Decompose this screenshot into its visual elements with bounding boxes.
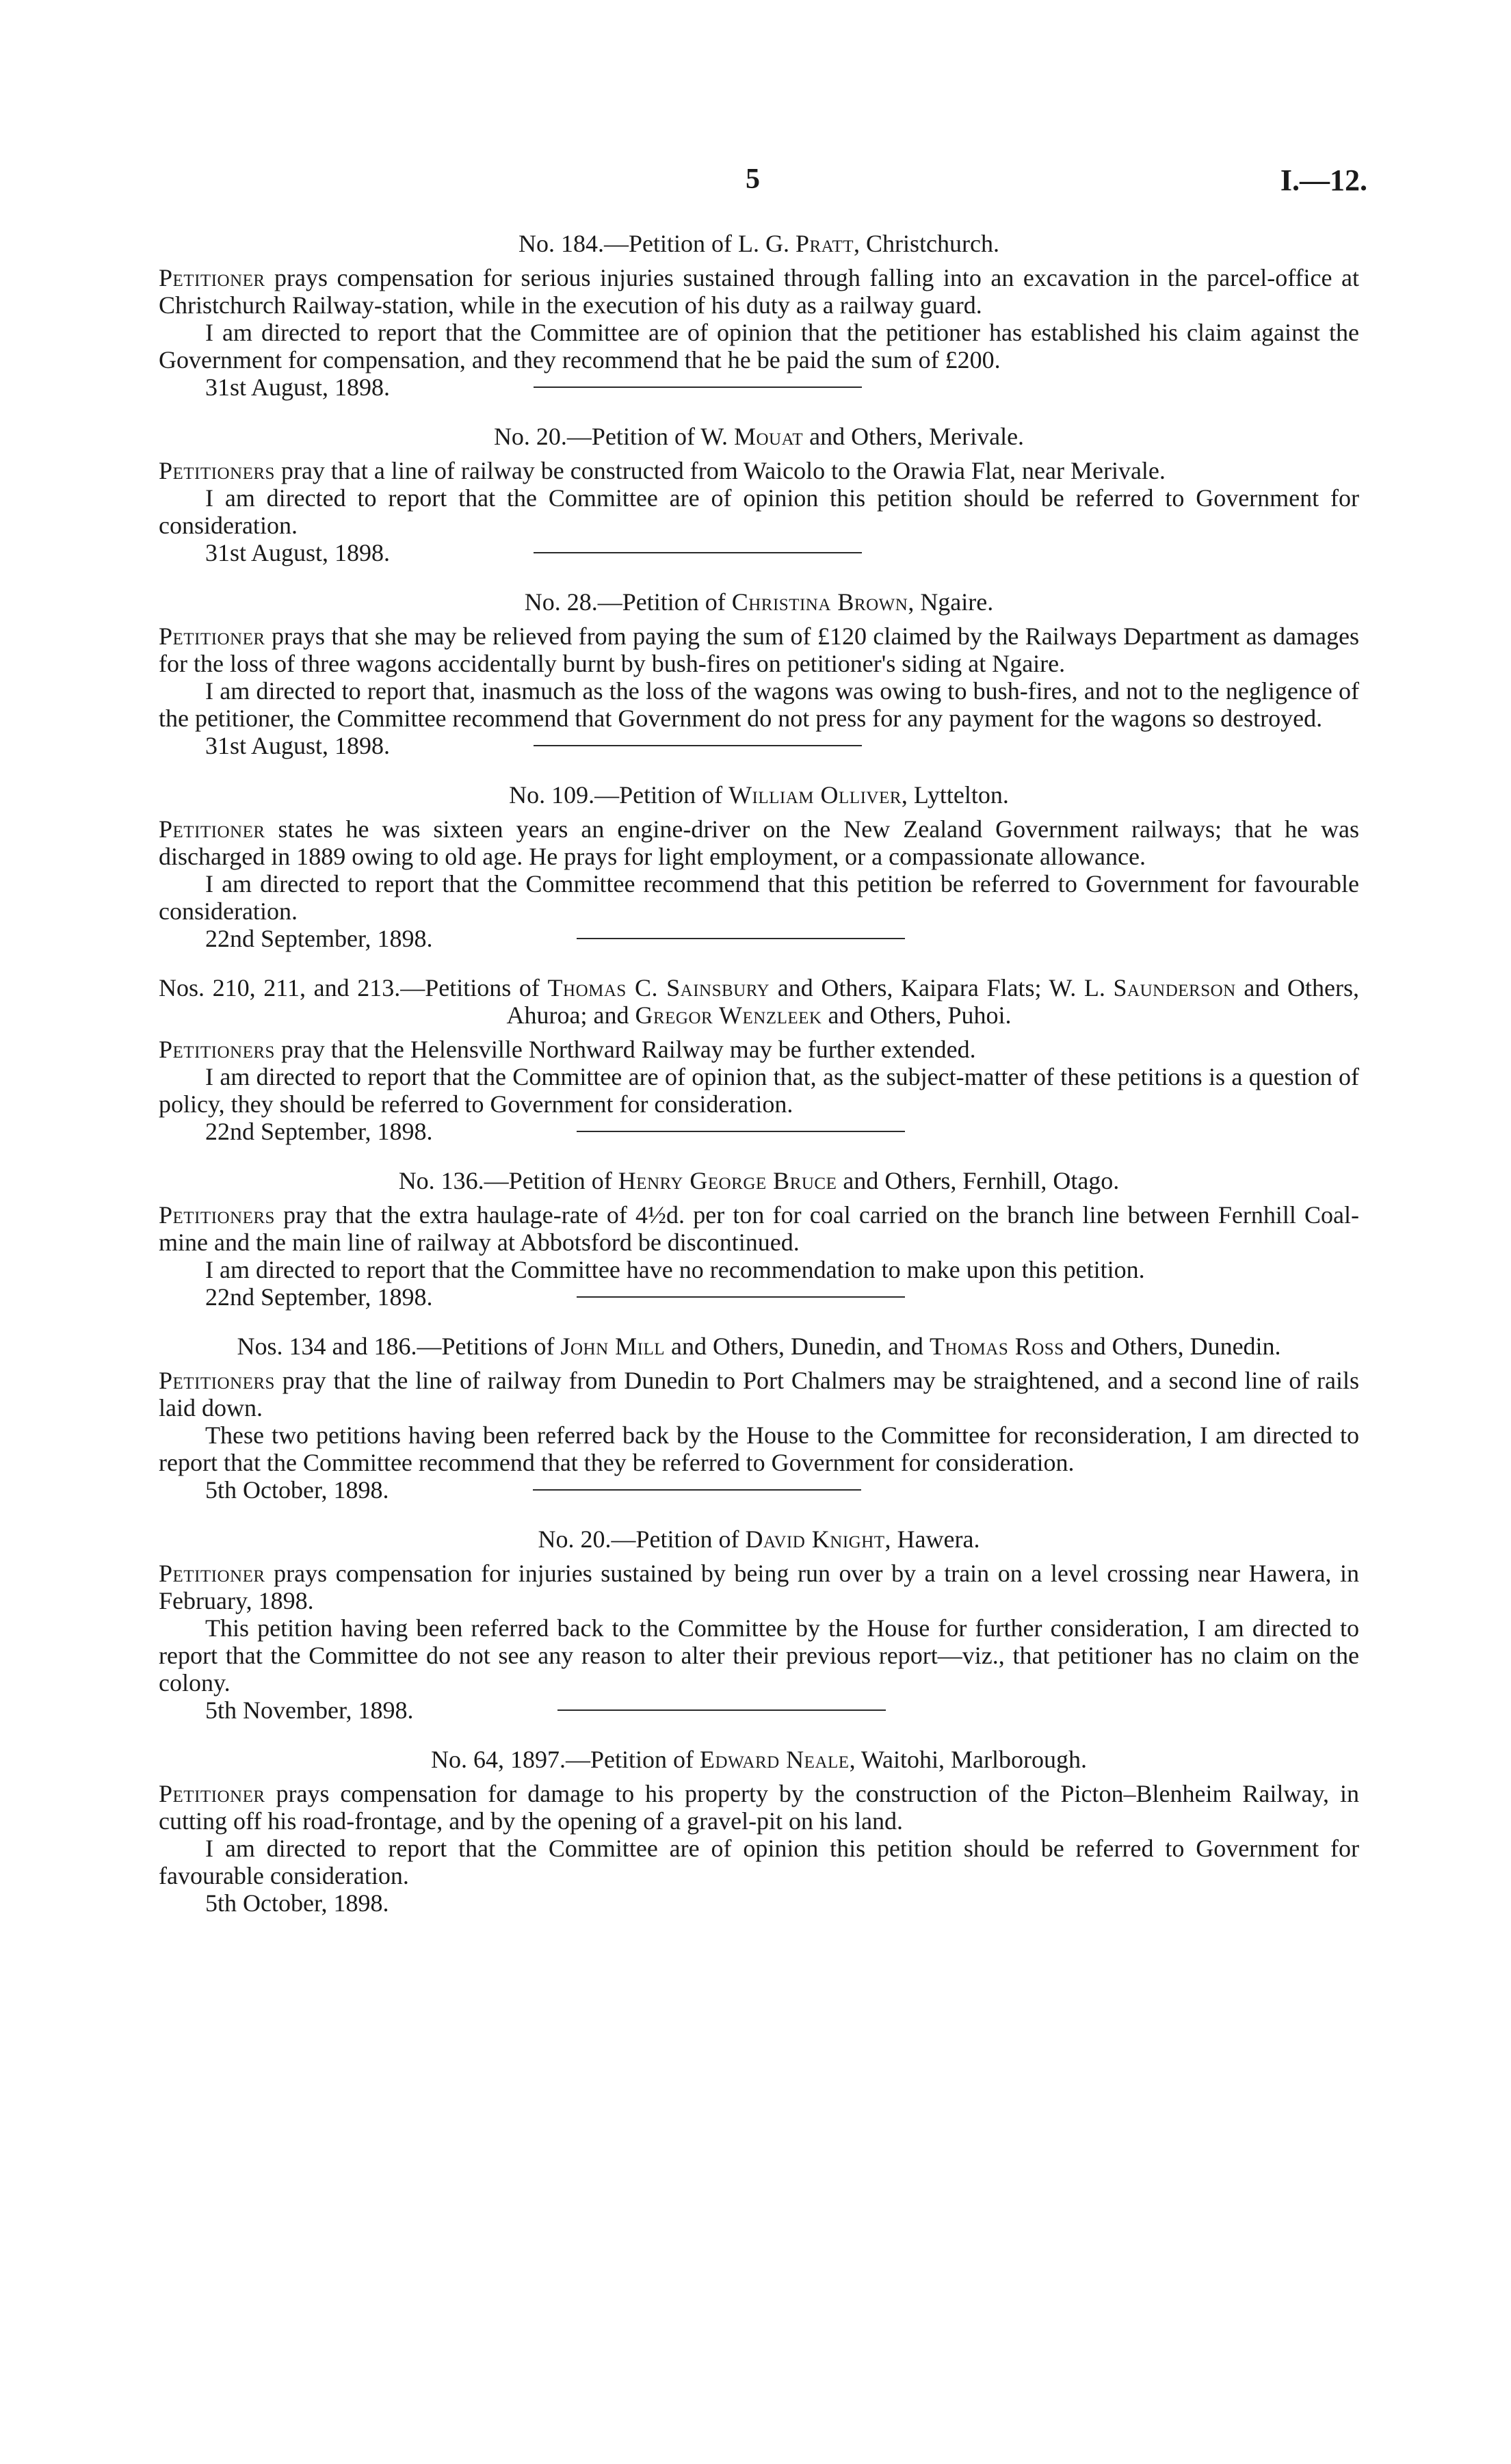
heading-text: No. 184.—Petition of L. G. [518, 230, 796, 257]
petitioner-name: Pratt [795, 230, 854, 257]
report-date-text: 22nd September, 1898. [205, 1283, 433, 1311]
section-divider [534, 745, 862, 746]
report-date [205, 1476, 1359, 1504]
heading-text: , Waitohi, Marlborough. [849, 1746, 1087, 1773]
petition-entry [159, 1746, 1359, 1917]
section-divider [557, 1709, 886, 1711]
report-date [205, 732, 1359, 759]
petitioner-label: Petitioner [159, 815, 265, 843]
petition-entry [159, 588, 1359, 759]
heading-text: No. 28.—Petition of [524, 588, 732, 616]
petition-prayer [159, 622, 1359, 677]
petition-prayer [159, 815, 1359, 870]
section-divider [533, 1489, 861, 1491]
petition-heading [159, 974, 1359, 1029]
committee-report: I am directed to report that the Committee are of opinion this petition should be referred to Government for consideration. [159, 484, 1359, 539]
committee-report: I am directed to report that the Committee recommend that this petition be referred to Government for favourable consideration. [159, 870, 1359, 925]
petitioner-label: Petitioners [159, 1201, 275, 1229]
section-divider [534, 386, 862, 388]
petition-prayer [159, 457, 1359, 484]
petition-prayer [159, 1560, 1359, 1614]
report-date [205, 1889, 1359, 1917]
prayer-text: pray that a line of railway be constructed from Waicolo to the Orawia Flat, near Merivale. [274, 457, 1166, 484]
petitioner-name: Thomas C. Sainsbury [547, 974, 770, 1001]
petition-entry [159, 1525, 1359, 1724]
petitioner-name: Edward Neale [700, 1746, 850, 1773]
report-date-text: 5th October, 1898. [205, 1889, 389, 1917]
prayer-text: prays compensation for damage to his property by the construction of the Picton–Blenheim Railway, in cutting off his road-frontage, and by the opening of a gravel-pit on his land. [159, 1780, 1359, 1835]
petitioner-label: Petitioners [159, 1367, 275, 1394]
prayer-text: prays compensation for serious injuries sustained through falling into an excavation in the parcel-office at Christchurch Railway-station, while in the execution of his duty as a railway guard. [159, 264, 1359, 319]
petitioner-label: Petitioner [159, 622, 265, 650]
committee-report: I am directed to report that, inasmuch as the loss of the wagons was owing to bush-fires, and not to the negligence of the petitioner, the Committee recommend that Government do not press for any payment for the wagons so destroyed. [159, 677, 1359, 732]
petition-entry [159, 423, 1359, 566]
heading-text: and Others, Fernhill, Otago. [837, 1167, 1120, 1194]
petitioner-name: Gregor Wenzleek [635, 1001, 822, 1029]
prayer-text: states he was sixteen years an engine-driver on the New Zealand Government railways; that he was discharged in 1889 owing to old age. He prays for light employment, or a compassionate allowance. [159, 815, 1359, 870]
petitioner-label: Petitioner [159, 264, 265, 291]
petitioner-label: Petitioner [159, 1560, 265, 1587]
heading-text: , Christchurch. [854, 230, 999, 257]
committee-report: I am directed to report that the Committee are of opinion this petition should be referred to Government for favourable consideration. [159, 1835, 1359, 1889]
section-divider [534, 552, 862, 553]
petitioner-name: John Mill [560, 1333, 666, 1360]
petitioner-name: Saunderson [1113, 974, 1236, 1001]
report-date [205, 539, 1359, 566]
petitioner-label: Petitioners [159, 1036, 275, 1063]
committee-report: I am directed to report that the Committee have no recommendation to make upon this petition. [205, 1256, 1145, 1283]
paper-reference: I.—12. [1280, 163, 1367, 197]
heading-text: No. 20.—Petition of [538, 1525, 746, 1553]
petition-prayer [159, 1201, 1359, 1256]
petition-heading [159, 588, 1359, 616]
petitioner-name: Mouat [733, 423, 804, 450]
petition-heading [159, 1167, 1359, 1194]
report-date [205, 1118, 1359, 1145]
heading-text: No. 109.—Petition of [509, 781, 729, 809]
petition-entry [159, 781, 1359, 952]
heading-text: and Others, Dunedin. [1064, 1333, 1281, 1360]
petitioner-label: Petitioner [159, 1780, 265, 1807]
committee-report: This petition having been referred back to the Committee by the House for further consideration, I am directed to report that the Committee do not see any reason to alter their previous report—viz., that petitioner has no claim on the colony. [159, 1614, 1359, 1696]
heading-text: , Hawera. [884, 1525, 980, 1553]
report-date-text: 22nd September, 1898. [205, 925, 433, 952]
heading-text: and Others, Dunedin, and [665, 1333, 930, 1360]
petitions-list [159, 230, 1359, 1939]
petition-prayer [159, 264, 1359, 319]
petition-heading [159, 1333, 1359, 1360]
petitioner-name: William Olliver [728, 781, 902, 809]
heading-text: and Others, Ahuroa; and [506, 974, 1359, 1029]
heading-text: Nos. 134 and 186.—Petitions of [237, 1333, 561, 1360]
petition-prayer [159, 1780, 1359, 1835]
report-date-text: 31st August, 1898. [205, 373, 391, 401]
prayer-text: pray that the line of railway from Dunedin to Port Chalmers may be straightened, and a second line of rails laid down. [159, 1367, 1359, 1421]
section-divider [577, 1296, 905, 1298]
heading-text: and Others, Merivale. [803, 423, 1025, 450]
report-date-text: 5th October, 1898. [205, 1476, 389, 1504]
report-date [205, 1696, 1359, 1724]
petition-entry [159, 1333, 1359, 1504]
report-date-text: 31st August, 1898. [205, 732, 391, 759]
petition-heading [159, 230, 1359, 257]
heading-text: and Others, Puhoi. [822, 1001, 1012, 1029]
heading-text: , Ngaire. [908, 588, 994, 616]
petition-prayer [159, 1367, 1359, 1421]
petitioner-name: Thomas Ross [929, 1333, 1064, 1360]
heading-text: No. 20.—Petition of W. [493, 423, 734, 450]
prayer-text: prays that she may be relieved from paying the sum of £120 claimed by the Railways Department as damages for the loss of three wagons accidentally burnt by bush-fires on petitioner's siding at Ngaire. [159, 622, 1359, 677]
page-number: 5 [746, 163, 760, 195]
prayer-text: pray that the extra haulage-rate of 4½d. per ton for coal carried on the branch line between Fernhill Coal-mine and the main line of railway at Abbotsford be discontinued. [159, 1201, 1359, 1256]
heading-text: and Others, Kaipara Flats; W. L. [770, 974, 1114, 1001]
heading-text: No. 136.—Petition of [398, 1167, 618, 1194]
heading-text: Nos. 210, 211, and 213.—Petitions of [159, 974, 548, 1001]
heading-text: No. 64, 1897.—Petition of [431, 1746, 700, 1773]
page-header [0, 163, 1511, 204]
report-date [205, 925, 1359, 952]
heading-text: , Lyttelton. [901, 781, 1009, 809]
report-date-text: 5th November, 1898. [205, 1696, 414, 1724]
section-divider [577, 1131, 905, 1132]
petitioner-name: David Knight [745, 1525, 885, 1553]
petition-heading [159, 781, 1359, 809]
committee-report: These two petitions having been referred back by the House to the Committee for reconsideration, I am directed to report that the Committee recommend that they be referred to Government for consideration. [159, 1421, 1359, 1476]
petition-heading [159, 423, 1359, 450]
petitioner-name: Henry George Bruce [618, 1167, 837, 1194]
report-date-text: 22nd September, 1898. [205, 1118, 433, 1145]
prayer-text: prays compensation for injuries sustained by being run over by a train on a level crossing near Hawera, in February, 1898. [159, 1560, 1359, 1614]
report-date-text: 31st August, 1898. [205, 539, 391, 566]
petitioner-label: Petitioners [159, 457, 275, 484]
committee-report: I am directed to report that the Committee are of opinion that the petitioner has established his claim against the Government for compensation, and they recommend that he be paid the sum of £200. [159, 319, 1359, 373]
section-divider [577, 938, 905, 939]
petition-entry [159, 974, 1359, 1145]
petition-entry [159, 230, 1359, 401]
petitioner-name: Christina Brown [731, 588, 908, 616]
petition-heading [159, 1746, 1359, 1773]
committee-report: I am directed to report that the Committee are of opinion that, as the subject-matter of these petitions is a question of policy, they should be referred to Government for consideration. [159, 1063, 1359, 1118]
petition-heading [159, 1525, 1359, 1553]
report-date [205, 1283, 1359, 1311]
report-date [205, 373, 1359, 401]
prayer-text: pray that the Helensville Northward Railway may be further extended. [274, 1036, 976, 1063]
petition-prayer [159, 1036, 1359, 1063]
petition-entry [159, 1167, 1359, 1311]
